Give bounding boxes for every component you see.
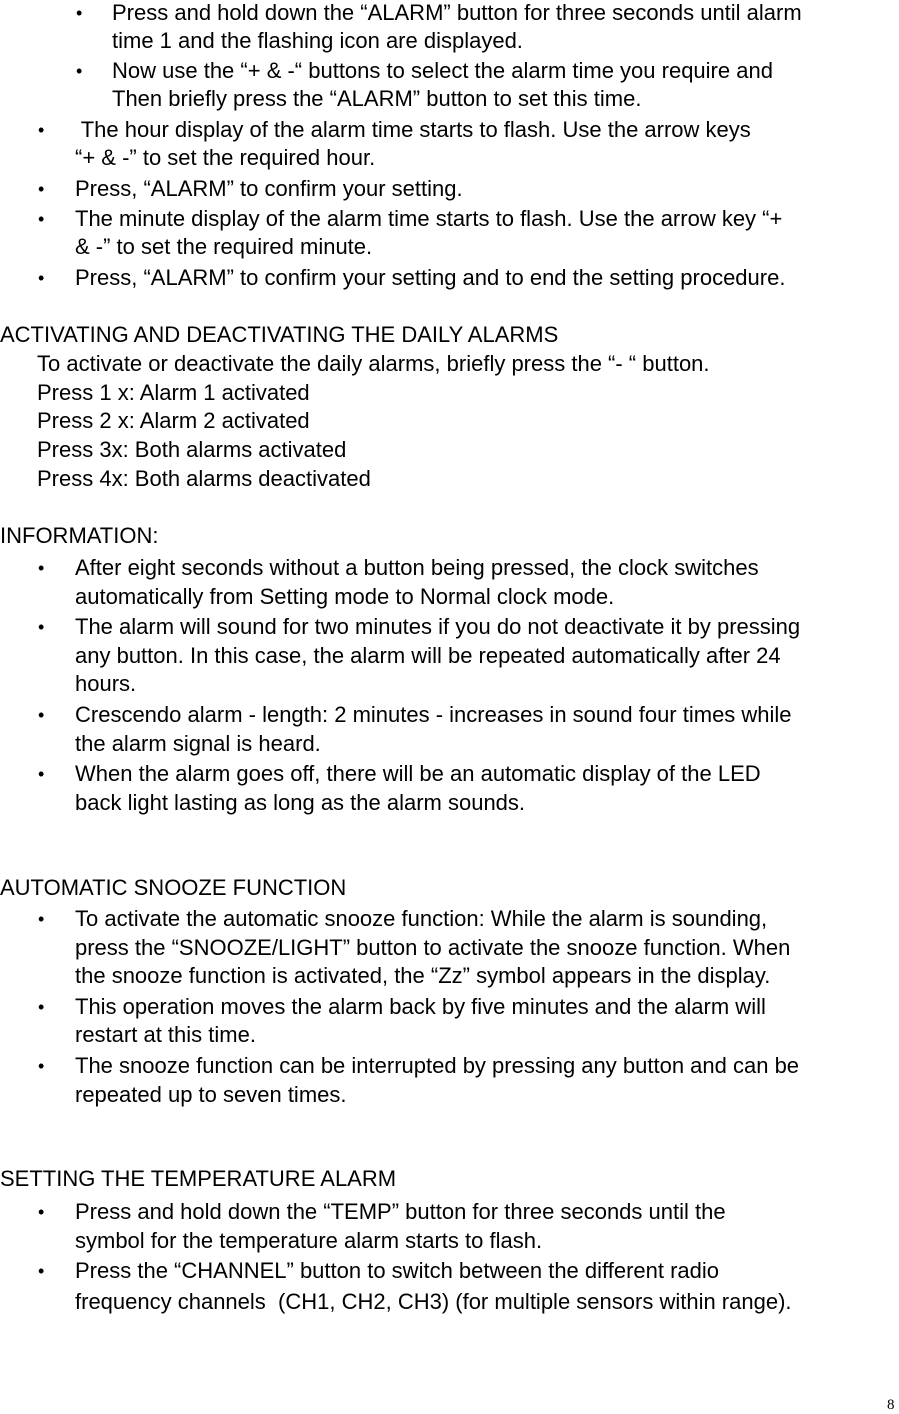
info-bullet-1-line-1: After eight seconds without a button being pressed, the clock switches	[75, 555, 759, 580]
snooze-bullet-2-line-2: restart at this time.	[75, 1022, 256, 1047]
snooze-bullet-1-line-1: To activate the automatic snooze function: While the alarm is sounding,	[75, 906, 768, 931]
bullet-icon: •	[38, 909, 45, 929]
bullet-icon: •	[38, 997, 45, 1017]
info-bullet-2-line-1: The alarm will sound for two minutes if you do not deactivate it by pressing	[75, 614, 801, 639]
info-bullet-3-line-1: Crescendo alarm - length: 2 minutes - increases in sound four times while	[75, 702, 792, 727]
intro-bullet-1-line-1: The hour display of the alarm time starts to flash. Use the arrow keys	[75, 117, 751, 142]
bullet-icon: •	[38, 209, 45, 229]
section-heading-temperature: SETTING THE TEMPERATURE ALARM	[0, 1166, 397, 1191]
bullet-icon: •	[38, 558, 45, 578]
bullet-icon: •	[38, 1261, 45, 1281]
bullet-icon: •	[38, 268, 45, 288]
info-bullet-3-line-2: the alarm signal is heard.	[75, 731, 321, 756]
info-bullet-4-line-1: When the alarm goes off, there will be an automatic display of the LED	[75, 761, 761, 786]
section-heading-information: INFORMATION:	[0, 523, 159, 548]
info-bullet-2-line-3: hours.	[75, 671, 137, 696]
info-bullet-1-line-2: automatically from Setting mode to Normal clock mode.	[75, 584, 615, 609]
bullet-icon: •	[38, 179, 45, 199]
activating-line-5: Press 4x: Both alarms deactivated	[37, 466, 371, 491]
bullet-icon: •	[38, 764, 45, 784]
intro-bullet-3-line-1: The minute display of the alarm time starts to flash. Use the arrow key “+	[75, 206, 783, 231]
snooze-bullet-3-line-1: The snooze function can be interrupted by pressing any button and can be	[75, 1053, 800, 1078]
temp-bullet-2-line-2: frequency channels (CH1, CH2, CH3) (for multiple sensors within range).	[75, 1289, 792, 1314]
bullet-icon: •	[38, 1202, 45, 1222]
intro-sub-bullet-2-line-1: Now use the “+ & -“ buttons to select the alarm time you require and	[112, 58, 773, 83]
intro-bullet-2-line-1: Press, “ALARM” to confirm your setting.	[75, 176, 463, 201]
snooze-bullet-3-line-2: repeated up to seven times.	[75, 1082, 347, 1107]
bullet-icon: •	[38, 1056, 45, 1076]
activating-line-3: Press 2 x: Alarm 2 activated	[37, 408, 310, 433]
snooze-bullet-1-line-2: press the “SNOOZE/LIGHT” button to activate the snooze function. When	[75, 935, 791, 960]
bullet-icon: •	[38, 120, 45, 140]
activating-line-1: To activate or deactivate the daily alarms, briefly press the “- “ button.	[37, 351, 710, 376]
intro-sub-bullet-2-line-2: Then briefly press the “ALARM” button to set this time.	[112, 86, 642, 111]
intro-sub-bullet-1-line-2: time 1 and the flashing icon are displayed.	[112, 28, 523, 53]
bullet-icon: •	[76, 3, 83, 23]
intro-bullet-1-line-2: “+ & -” to set the required hour.	[75, 145, 376, 170]
temp-bullet-1-line-2: symbol for the temperature alarm starts to flash.	[75, 1228, 543, 1253]
page-number: 8	[887, 1397, 895, 1413]
bullet-icon: •	[76, 61, 83, 81]
bullet-icon: •	[38, 705, 45, 725]
info-bullet-4-line-2: back light lasting as long as the alarm sounds.	[75, 790, 526, 815]
snooze-bullet-2-line-1: This operation moves the alarm back by five minutes and the alarm will	[75, 994, 766, 1019]
activating-line-2: Press 1 x: Alarm 1 activated	[37, 380, 310, 405]
intro-sub-bullet-1-line-1: Press and hold down the “ALARM” button for three seconds until alarm	[112, 0, 802, 25]
info-bullet-2-line-2: any button. In this case, the alarm will be repeated automatically after 24	[75, 643, 781, 668]
activating-line-4: Press 3x: Both alarms activated	[37, 437, 347, 462]
intro-bullet-3-line-2: & -” to set the required minute.	[75, 234, 373, 259]
temp-bullet-2-line-1: Press the “CHANNEL” button to switch between the different radio	[75, 1258, 720, 1283]
temp-bullet-1-line-1: Press and hold down the “TEMP” button for three seconds until the	[75, 1199, 726, 1224]
snooze-bullet-1-line-3: the snooze function is activated, the “Zz” symbol appears in the display.	[75, 963, 771, 988]
section-heading-snooze: AUTOMATIC SNOOZE FUNCTION	[0, 875, 347, 900]
section-heading-activating: ACTIVATING AND DEACTIVATING THE DAILY ALARMS	[0, 322, 559, 347]
bullet-icon: •	[38, 617, 45, 637]
intro-bullet-4-line-1: Press, “ALARM” to confirm your setting and to end the setting procedure.	[75, 265, 786, 290]
